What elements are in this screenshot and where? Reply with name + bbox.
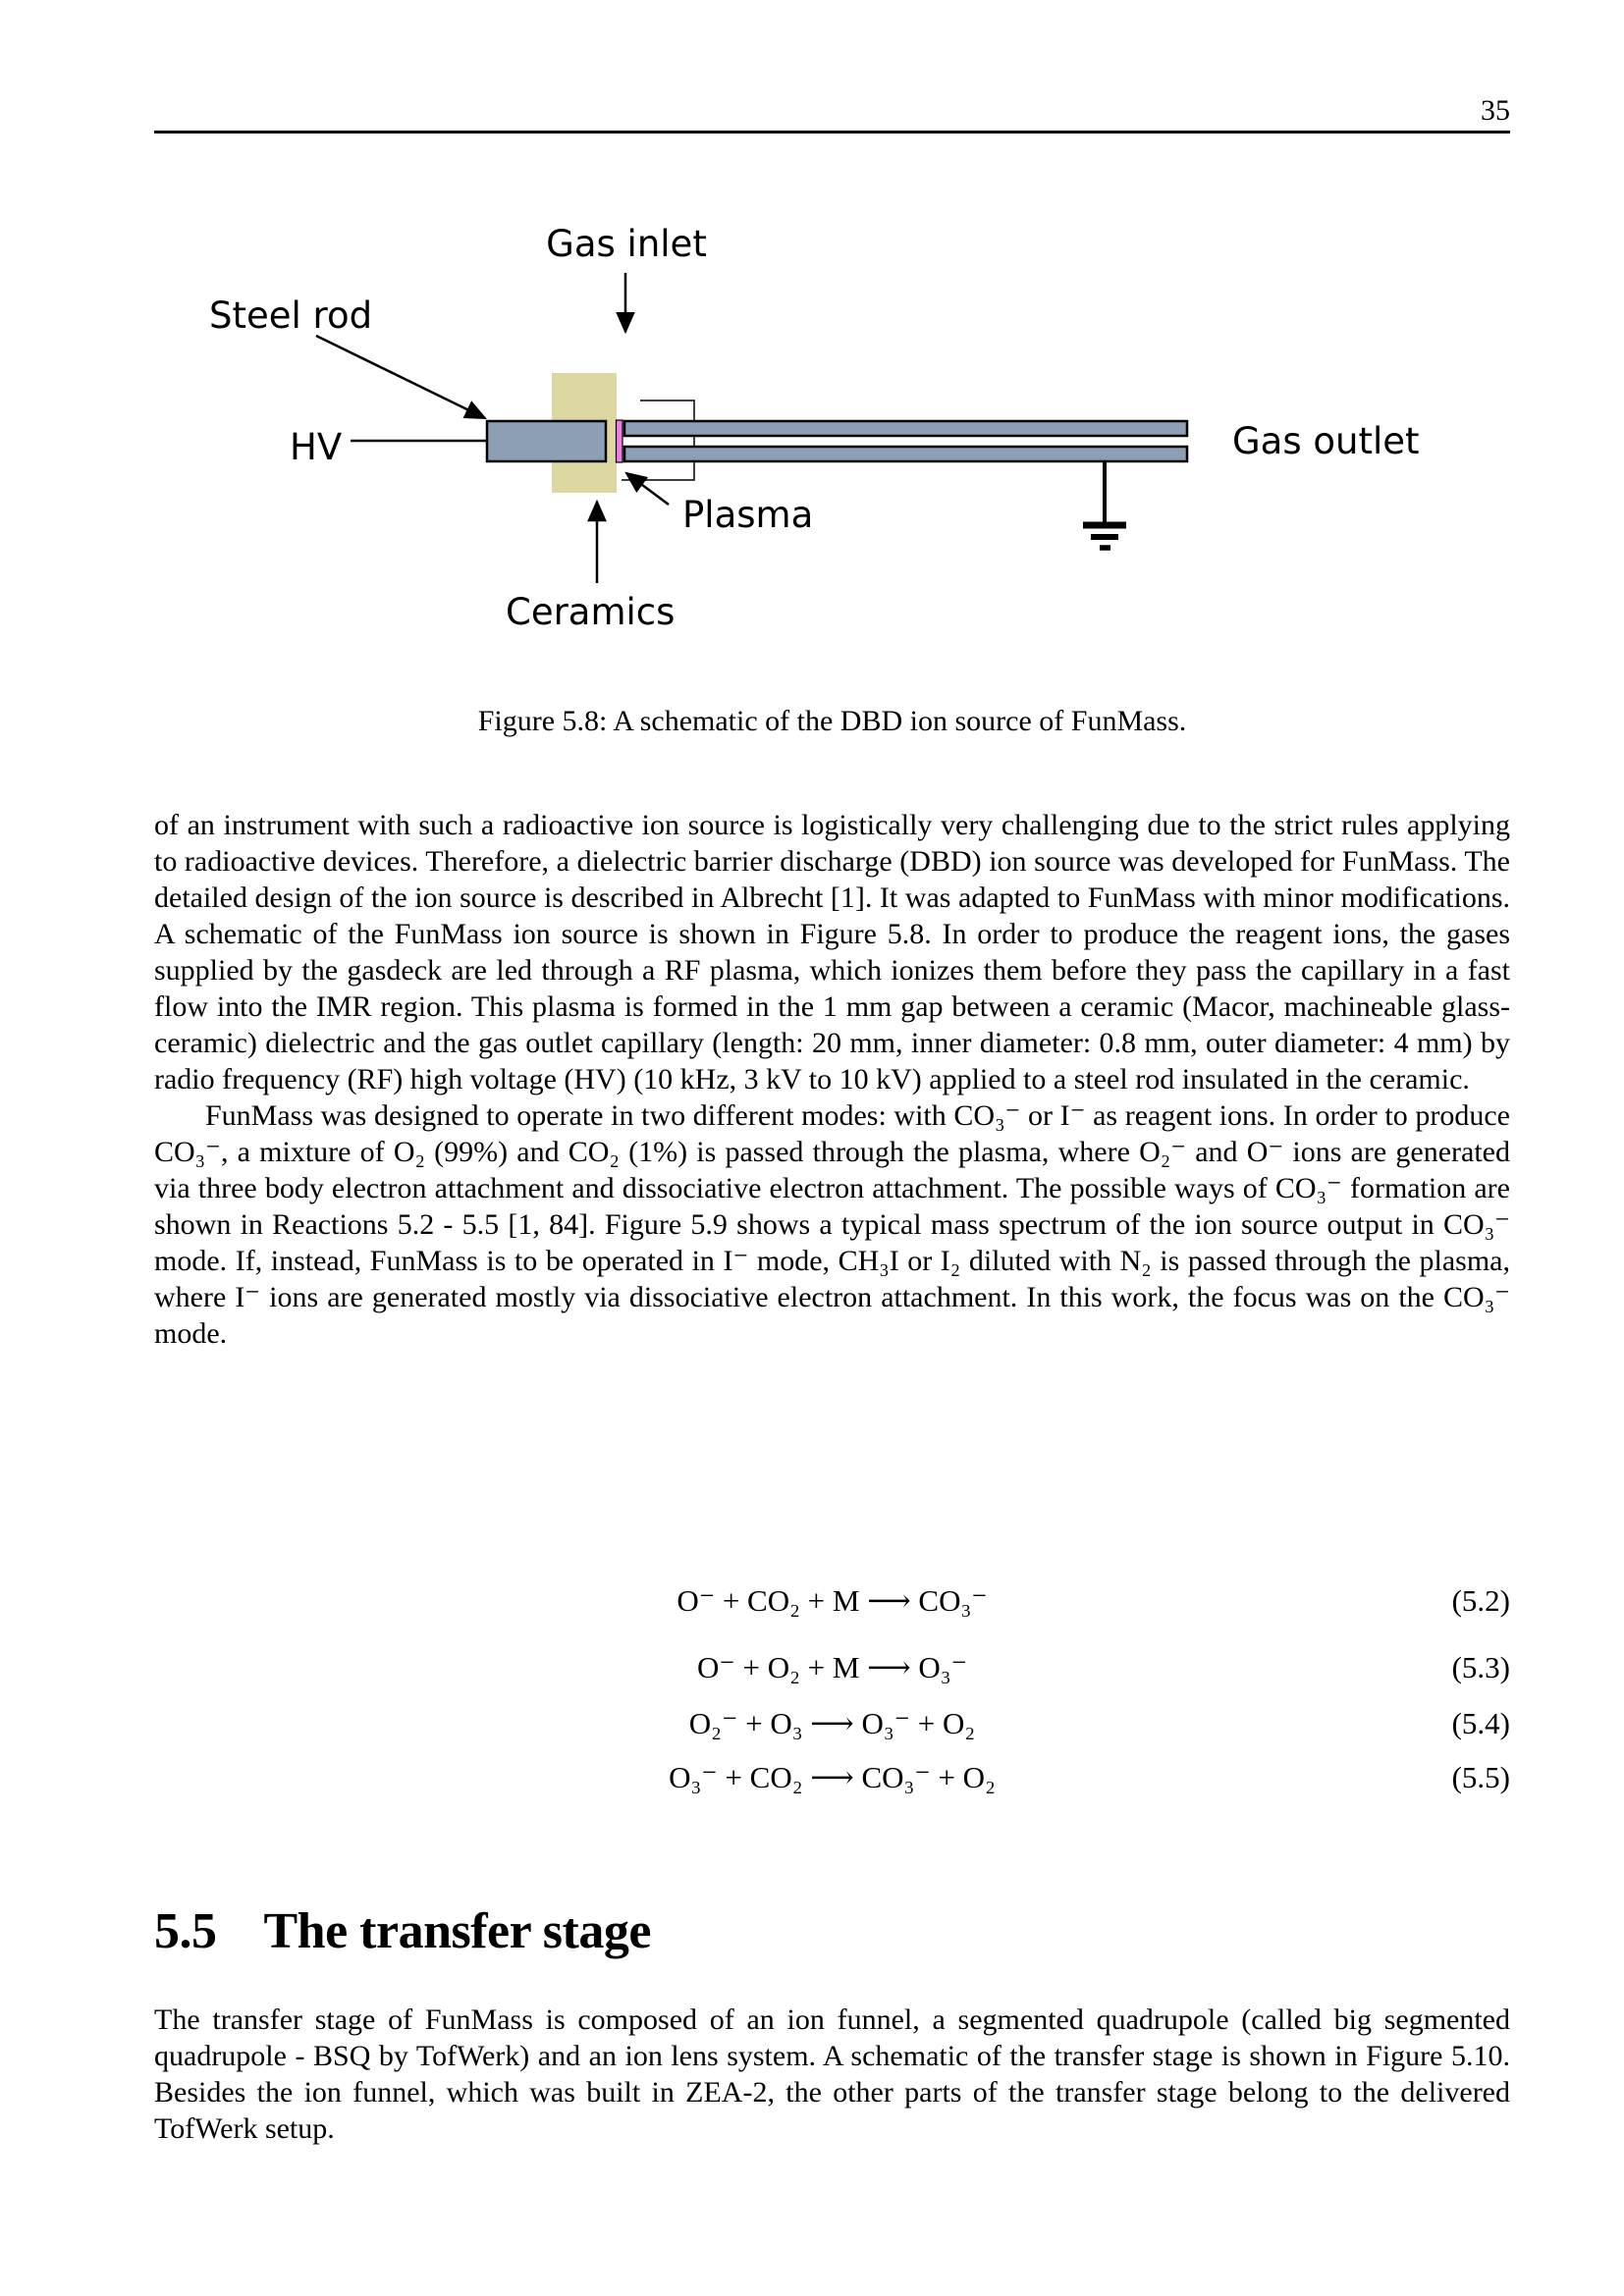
equation-expression: O₃⁻ + CO₂ ⟶ CO₃⁻ + O₂ bbox=[669, 1760, 996, 1794]
equation-expression: O⁻ + CO₂ + M ⟶ CO₃⁻ bbox=[677, 1583, 988, 1618]
gas-inlet-label: Gas inlet bbox=[546, 223, 707, 265]
body-text-block bbox=[154, 807, 1510, 1352]
page-number: 35 bbox=[1481, 94, 1510, 127]
figure-5-8-diagram bbox=[0, 0, 1624, 687]
equation-expression: O⁻ + O₂ + M ⟶ O₃⁻ bbox=[697, 1650, 967, 1684]
equation-number: (5.2) bbox=[1451, 1583, 1510, 1618]
capillary-top-wall bbox=[624, 421, 1187, 436]
steel-rod-label: Steel rod bbox=[209, 294, 373, 337]
section-number: 5.5 bbox=[154, 1903, 217, 1959]
paragraph-2: FunMass was designed to operate in two different modes: with CO₃⁻ or I⁻ as reagent ions. In order to produce CO₃⁻, a mixture of O₂ (99%) and CO₂ (1%) is passed through the plasma, where O₂⁻ and O⁻ ions are generated via three body electron attachment and dissociative electron attachment. The possible ways of CO₃⁻ formation are shown in Reactions 5.2 - 5.5 [1, 84]. Figure 5.9 shows a typical mass spectrum of the ion source output in CO₃⁻ mode. If, instead, FunMass is to be operated in I⁻ mode, CH₃I or I₂ diluted with N₂ is passed through the plasma, where I⁻ ions are generated mostly via dissociative electron attachment. In this work, the focus was on the CO₃⁻ mode. bbox=[154, 1099, 1510, 1350]
ground-icon bbox=[1083, 460, 1126, 548]
steel-rod-arrow bbox=[316, 336, 485, 418]
equation-number: (5.4) bbox=[1451, 1706, 1510, 1740]
plasma-arrow bbox=[626, 473, 669, 505]
equation-row-5-2 bbox=[154, 1582, 1510, 1619]
capillary-holder-outline bbox=[622, 400, 694, 480]
equation-number: (5.5) bbox=[1451, 1760, 1510, 1794]
section-title: The transfer stage bbox=[263, 1903, 651, 1959]
equation-number: (5.3) bbox=[1451, 1650, 1510, 1684]
paragraph-3: The transfer stage of FunMass is composed of an ion funnel, a segmented quadrupole (called big segmented quadrupole - BSQ by TofWerk) and an ion lens system. A schematic of the transfer stage is shown in Figure 5.10. Besides the ion funnel, which was built in ZEA-2, the other parts of the transfer stage belong to the delivered TofWerk setup. bbox=[154, 2003, 1510, 2145]
paragraph-1: of an instrument with such a radioactive ion source is logistically very challenging due to the strict rules applying to radioactive devices. Therefore, a dielectric barrier discharge (DBD) ion source was developed for FunMass. The detailed design of the ion source is described in Albrecht [1]. It was adapted to FunMass with minor modifications. A schematic of the FunMass ion source is shown in Figure 5.8. In order to produce the reagent ions, the gases supplied by the gasdeck are led through a RF plasma, which ionizes them before they pass the capillary in a fast flow into the IMR region. This plasma is formed in the 1 mm gap between a ceramic (Macor, machineable glass-ceramic) dielectric and the gas outlet capillary (length: 20 mm, inner diameter: 0.8 mm, outer diameter: 4 mm) by radio frequency (RF) high voltage (HV) (10 kHz, 3 kV to 10 kV) applied to a steel rod insulated in the ceramic. bbox=[154, 809, 1510, 1095]
equation-row-5-5 bbox=[154, 1759, 1510, 1795]
hv-label: HV bbox=[290, 426, 343, 468]
section-heading bbox=[154, 1903, 651, 1959]
equation-row-5-4 bbox=[154, 1705, 1510, 1741]
steel-rod-shape bbox=[487, 421, 606, 461]
plasma-gap-shape bbox=[617, 420, 623, 462]
ceramics-label: Ceramics bbox=[506, 591, 676, 633]
plasma-label: Plasma bbox=[682, 494, 814, 536]
figure-caption: Figure 5.8: A schematic of the DBD ion source of FunMass. bbox=[477, 705, 1187, 737]
gas-outlet-label: Gas outlet bbox=[1232, 420, 1420, 462]
capillary-bottom-wall bbox=[624, 447, 1187, 461]
equation-expression: O₂⁻ + O₃ ⟶ O₃⁻ + O₂ bbox=[688, 1706, 976, 1740]
equation-row-5-3 bbox=[154, 1649, 1510, 1685]
